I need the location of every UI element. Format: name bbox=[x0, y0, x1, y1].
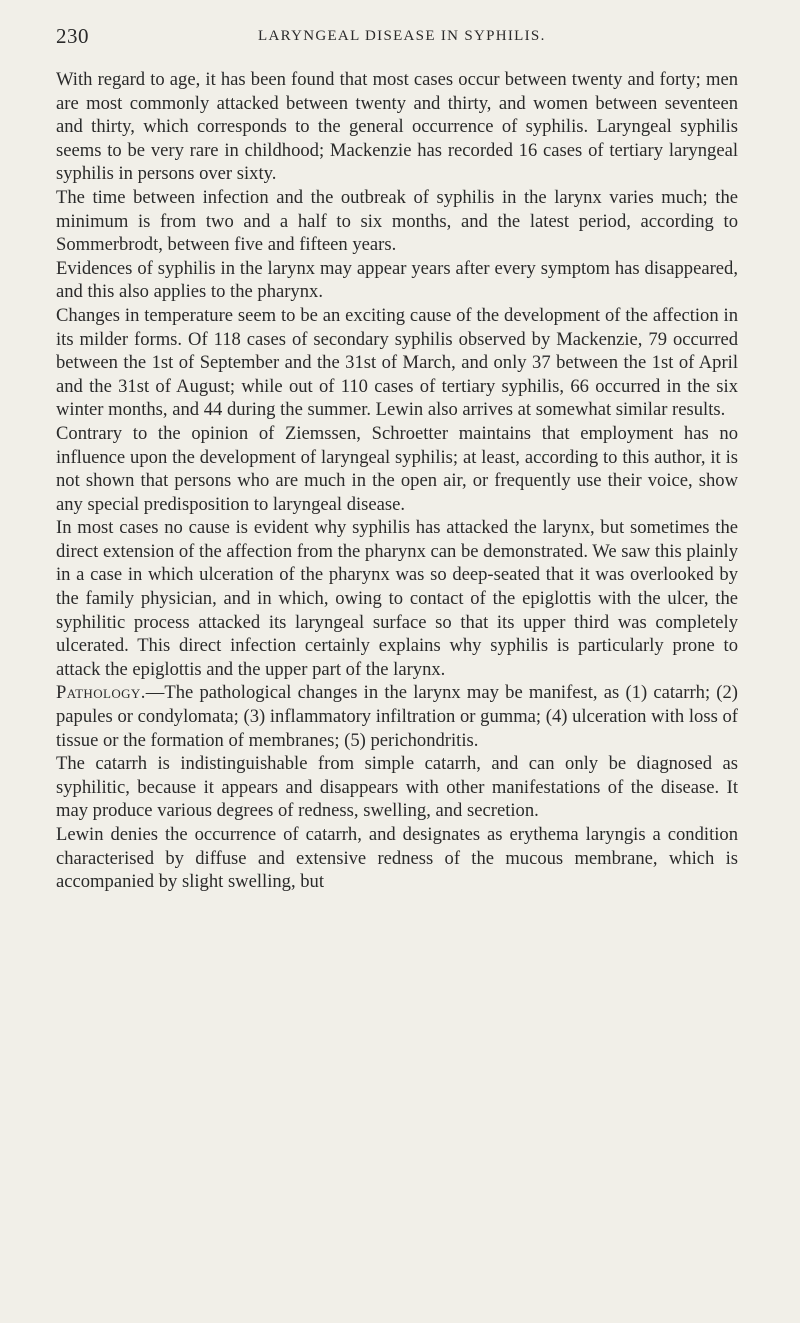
body-text bbox=[56, 68, 738, 894]
page-number: 230 bbox=[56, 24, 89, 48]
paragraph-direct-extension: In most cases no cause is evident why syphilis has attacked the larynx, but sometimes the direct extension of the affection from the pharynx can be demonstrated. We saw this plainly in a case in which ulceration of the pharynx was so deep-seated that it was overlooked by the family physician, and in which, owing to contact of the epiglottis with the ulcer, the syphilitic process attacked its laryngeal surface so that its upper third was completely ulcerated. This direct infection certainly explains why syphilis is particularly prone to attack the epiglottis and the upper part of the larynx. bbox=[56, 517, 738, 680]
paragraph-age: With regard to age, it has been found that most cases occur between twenty and forty; men are most commonly attacked between twenty and thirty, and women between seventeen and thirty, which corresponds to the general occurrence of syphilis. Laryngeal syphilis seems to be very rare in childhood; Mackenzie has recorded 16 cases of tertiary laryngeal syphilis in persons over sixty. bbox=[56, 69, 738, 185]
paragraph-evidences: Evidences of syphilis in the larynx may appear years after every symptom has disappeared, and this also applies to the pharynx. bbox=[56, 257, 738, 303]
paragraph-time-of-infection: The time between infection and the outbreak of syphilis in the larynx varies much; the minimum is from two and a half to six months, and the latest period, according to Sommerbrodt, between five and fifteen years. bbox=[56, 186, 738, 256]
section-heading-pathology: Pathology. bbox=[56, 682, 146, 704]
paragraph-temperature: Changes in temperature seem to be an exciting cause of the development of the affection in its milder forms. Of 118 cases of secondary syphilis observed by Mackenzie, 79 occurred between the 1st of September and the 31st of March, and only 37 between the 1st of April and the 31st of August; while out of 110 cases of tertiary syphilis, 66 occurred in the six winter months, and 44 during the summer. Lewin also arrives at somewhat similar results. bbox=[56, 304, 738, 421]
pathology-text: —The pathological changes in the larynx may be manifest, as (1) catarrh; (2) papules or condylomata; (3) inflammatory infiltration or gumma; (4) ulceration with loss of tissue or the formation of membranes; (5) perichondritis. bbox=[56, 682, 738, 751]
page-header bbox=[56, 24, 738, 58]
paragraph-employment: Contrary to the opinion of Ziemssen, Schroetter maintains that employment has no influence upon the development of laryngeal syphilis; at least, according to this author, it is not shown that persons who are much in the open air, or frequently use their voice, show any special predisposition to laryngeal disease. bbox=[56, 422, 738, 515]
paragraph-lewin: Lewin denies the occurrence of catarrh, and designates as erythema laryngis a condition characterised by diffuse and extensive redness of the mucous membrane, which is accompanied by slight swelling, but bbox=[56, 824, 738, 893]
paragraph-catarrh: The catarrh is indistinguishable from simple catarrh, and can only be diagnosed as syphilitic, because it appears and disappears with other manifestations of the disease. It may produce various degrees of redness, swelling, and secretion. bbox=[56, 753, 738, 822]
running-head: LARYNGEAL DISEASE IN SYPHILIS. bbox=[258, 28, 546, 44]
paragraph-pathology bbox=[56, 681, 738, 752]
